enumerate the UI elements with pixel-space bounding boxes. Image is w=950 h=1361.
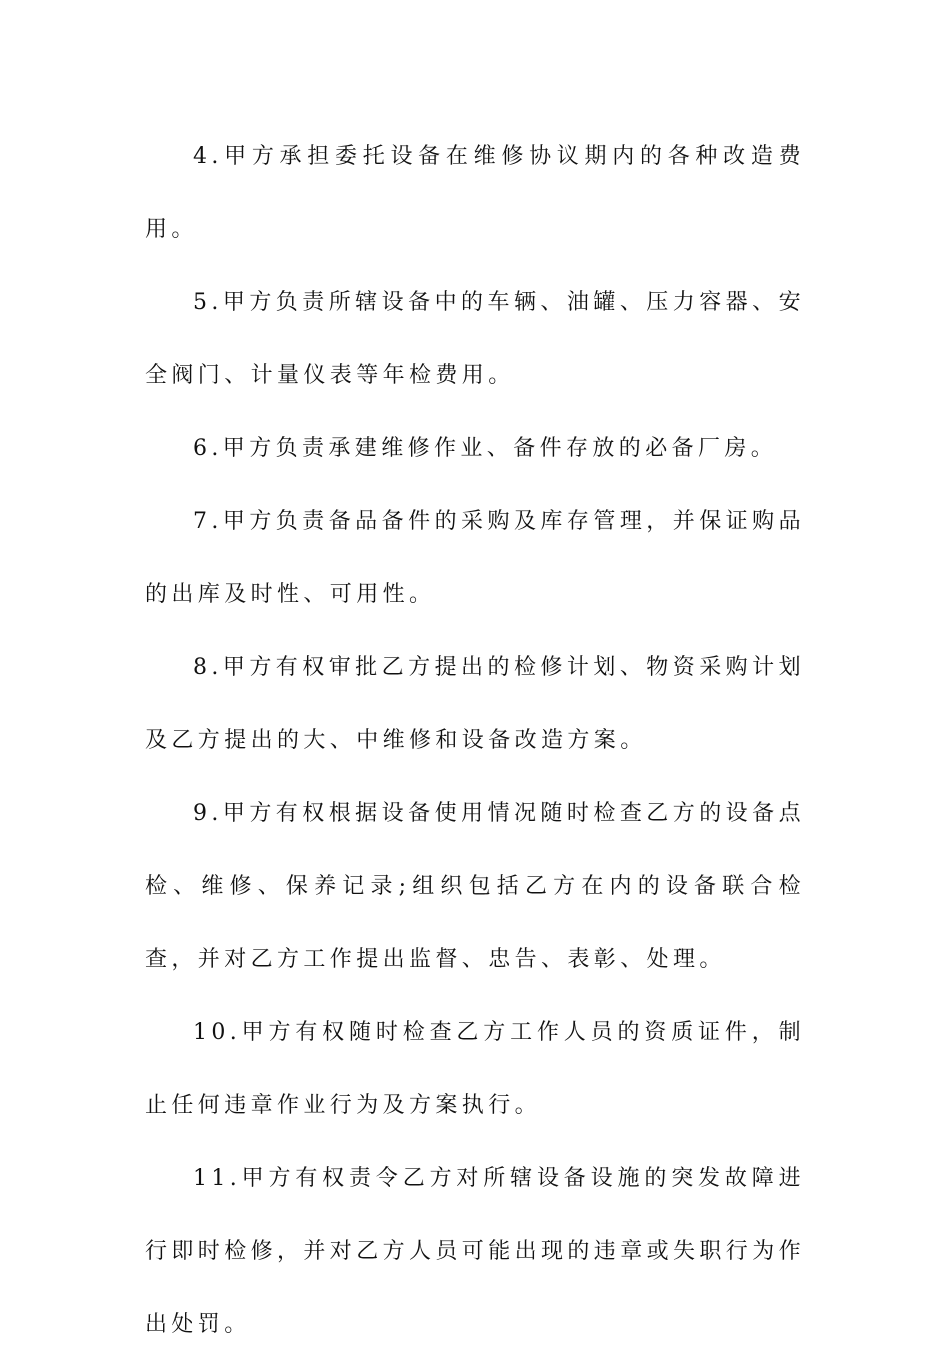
paragraph-6: 6.甲方负责承建维修作业、备件存放的必备厂房。 [193,436,778,461]
paragraph-4: 4.甲方承担委托设备在维修协议期内的各种改造费用。 [145,144,805,242]
document-body [145,120,805,1361]
paragraph-5: 5.甲方负责所辖设备中的车辆、油罐、压力容器、安全阀门、计量仪表等年检费用。 [145,290,805,388]
paragraph-11: 11.甲方有权责令乙方对所辖设备设施的突发故障进行即时检修，并对乙方人员可能出现的违章或失职行为作出处罚。 [145,1166,806,1337]
paragraph-9: 9.甲方有权根据设备使用情况随时检查乙方的设备点检、维修、保养记录;组织包括乙方在内的设备联合检查，并对乙方工作提出监督、忠告、表彰、处理。 [145,801,805,972]
paragraph-10: 10.甲方有权随时检查乙方工作人员的资质证件，制止任何违章作业行为及方案执行。 [145,1020,805,1118]
paragraph-7: 7.甲方负责备品备件的采购及库存管理，并保证购品的出库及时性、可用性。 [145,509,805,607]
paragraph-8: 8.甲方有权审批乙方提出的检修计划、物资采购计划及乙方提出的大、中维修和设备改造方案。 [145,655,805,753]
